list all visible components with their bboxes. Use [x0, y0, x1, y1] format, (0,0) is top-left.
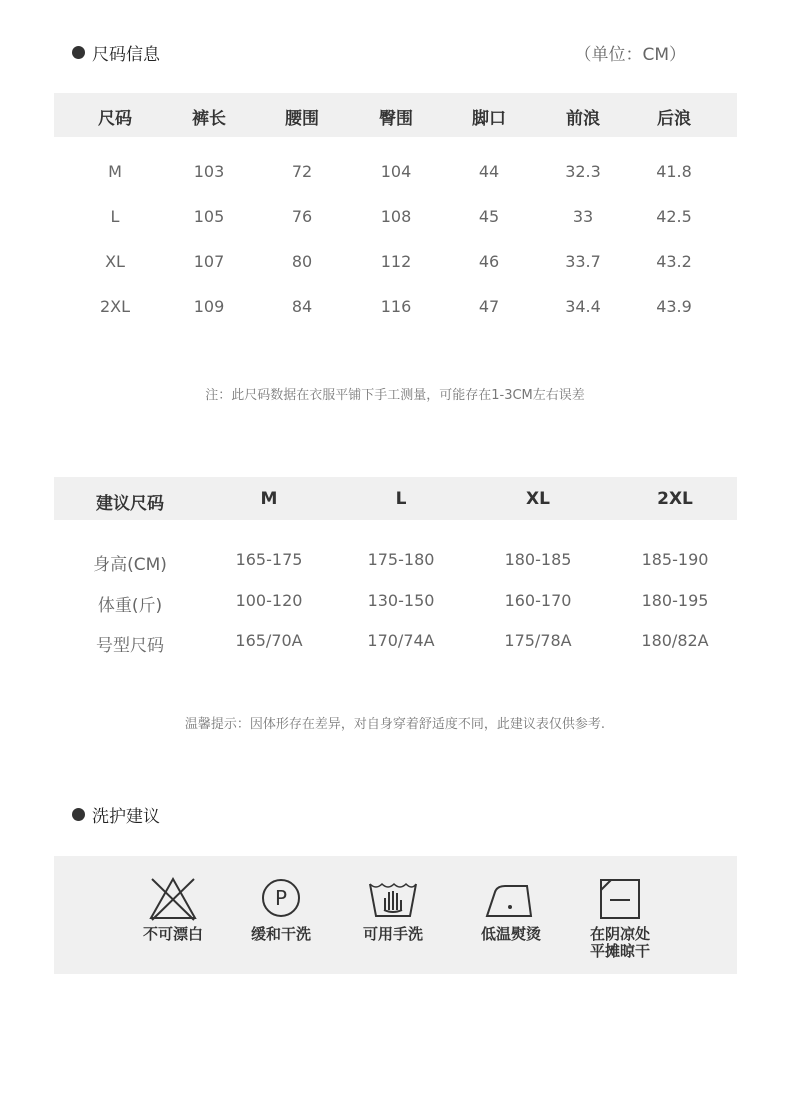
size-col-header: 脚口 [472, 109, 506, 129]
size-table-cell: 47 [478, 297, 500, 316]
size-table-cell: 46 [478, 252, 500, 271]
recommend-table-cell: 175/78A [504, 631, 572, 650]
size-table-cell: 107 [193, 252, 225, 271]
care-item-low-iron [456, 876, 566, 943]
size-table-cell: 43.9 [656, 297, 692, 316]
size-table-cell: 108 [380, 207, 412, 226]
shade-dry-icon [595, 876, 645, 922]
recommend-table-cell: 180-185 [504, 550, 572, 569]
recommend-table-cell: 185-190 [641, 550, 709, 569]
recommend-col-header: 建议尺码 [96, 494, 164, 514]
size-table-cell: L [110, 207, 120, 226]
recommend-col-header: XL [526, 489, 550, 509]
care-item-shade-dry [565, 876, 675, 960]
recommend-table-cell: 180/82A [641, 631, 709, 650]
recommend-table-cell: 170/74A [367, 631, 435, 650]
size-table-cell: 104 [380, 162, 412, 181]
size-table-cell: 2XL [99, 297, 131, 316]
hand-wash-icon [366, 876, 420, 922]
unit-label: （单位：CM） [574, 45, 686, 65]
recommend-table-cell: 175-180 [367, 550, 435, 569]
care-label: 不可漂白 [142, 925, 203, 943]
no-bleach-icon [148, 876, 198, 922]
care-title-text: 洗护建议 [92, 807, 160, 827]
size-table-cell: 116 [380, 297, 412, 316]
recommend-col-header: L [395, 489, 407, 509]
recommend-table-cell: 160-170 [504, 591, 572, 610]
bullet-dot [72, 46, 85, 59]
recommend-row-label: 体重(斤) [97, 596, 163, 616]
care-title [72, 802, 160, 827]
size-info-title-text: 尺码信息 [92, 45, 160, 65]
low-iron-icon [483, 876, 539, 922]
recommend-row-label: 号型尺码 [96, 636, 164, 656]
recommend-note: 温馨提示：因体形存在差异，对自身穿着舒适度不同，此建议表仅供参考. [184, 717, 606, 732]
size-col-header: 前浪 [566, 109, 600, 129]
care-item-no-bleach [118, 876, 228, 943]
dry-clean-symbol: P [274, 886, 288, 910]
dry-clean-icon [256, 876, 306, 922]
size-table-cell: 80 [291, 252, 313, 271]
size-col-header: 后浪 [657, 109, 691, 129]
size-col-header: 尺码 [98, 109, 132, 129]
care-label: 低温熨烫 [480, 925, 541, 943]
size-table-cell: 41.8 [656, 162, 692, 181]
care-label: 在阴凉处 平摊晾干 [589, 925, 650, 960]
size-table-cell: 45 [478, 207, 500, 226]
size-table-cell: M [108, 162, 122, 181]
recommend-table-cell: 100-120 [235, 591, 303, 610]
size-note: 注：此尺码数据在衣服平铺下手工测量，可能存在1-3CM左右误差 [205, 388, 585, 403]
size-table-cell: 32.3 [565, 162, 601, 181]
size-table-cell: 33 [572, 207, 594, 226]
size-table-cell: XL [105, 252, 125, 271]
size-table-cell: 103 [193, 162, 225, 181]
recommend-table-cell: 165-175 [235, 550, 303, 569]
recommend-table-cell: 180-195 [641, 591, 709, 610]
size-table-cell: 76 [291, 207, 313, 226]
size-table-cell: 42.5 [656, 207, 692, 226]
size-table-cell: 44 [478, 162, 500, 181]
bullet-dot [72, 808, 85, 821]
size-col-header: 裤长 [192, 109, 226, 129]
care-label: 可用手洗 [362, 925, 423, 943]
size-table-cell: 109 [193, 297, 225, 316]
care-label: 缓和干洗 [250, 925, 311, 943]
size-info-title [72, 40, 160, 65]
size-col-header: 臀围 [379, 109, 413, 129]
size-table-cell: 34.4 [565, 297, 601, 316]
recommend-table-cell: 165/70A [235, 631, 303, 650]
recommend-row-label: 身高(CM) [93, 555, 167, 575]
size-table-cell: 33.7 [565, 252, 601, 271]
recommend-table-cell: 130-150 [367, 591, 435, 610]
size-table-cell: 84 [291, 297, 313, 316]
care-item-dry-clean [226, 876, 336, 943]
recommend-col-header: M [260, 489, 278, 509]
size-table-cell: 105 [193, 207, 225, 226]
recommend-col-header: 2XL [657, 489, 693, 509]
size-table-cell: 112 [380, 252, 412, 271]
size-col-header: 腰围 [285, 109, 319, 129]
care-item-hand-wash [338, 876, 448, 943]
size-table-cell: 43.2 [656, 252, 692, 271]
size-table-cell: 72 [291, 162, 313, 181]
